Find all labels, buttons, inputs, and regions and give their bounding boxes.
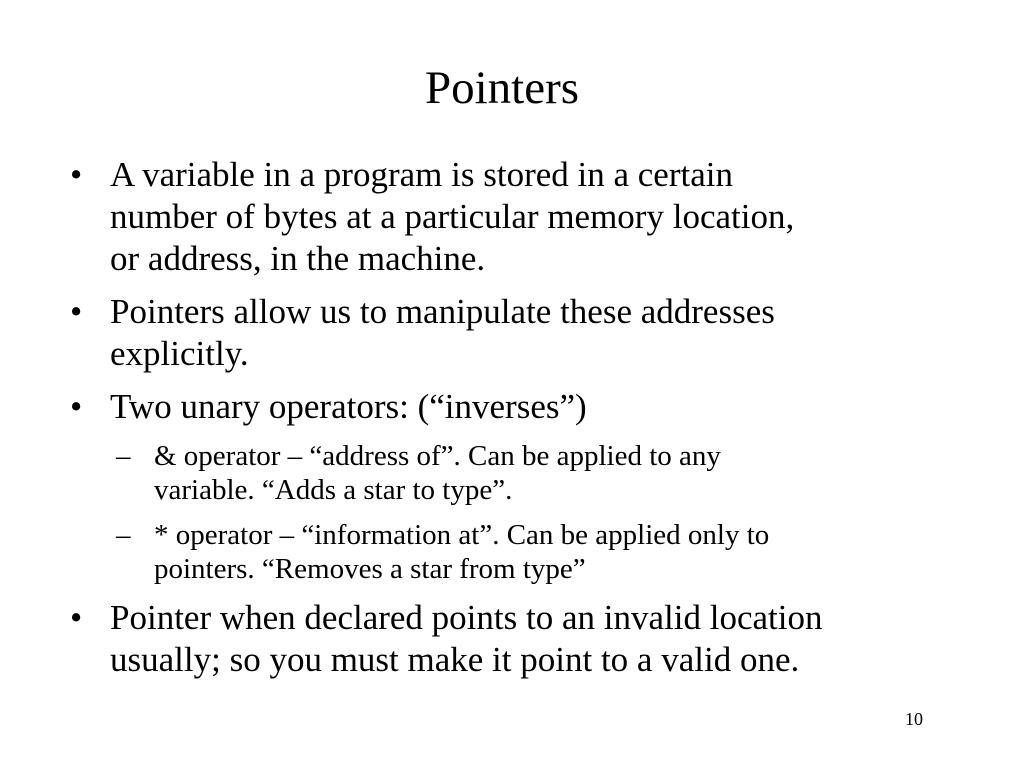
bullet-item bbox=[70, 291, 970, 375]
bullet-line: Pointers allow us to manipulate these addresses bbox=[110, 292, 775, 331]
bullet-marker: • bbox=[70, 292, 83, 331]
bullet-marker: • bbox=[70, 598, 83, 637]
bullet-line: A variable in a program is stored in a certain bbox=[110, 155, 733, 194]
bullet-marker: • bbox=[70, 155, 83, 194]
bullet-line: or address, in the machine. bbox=[110, 239, 486, 278]
sub-bullet-line: pointers. “Removes a star from type” bbox=[154, 553, 586, 585]
bullet-marker: • bbox=[70, 387, 83, 426]
sub-bullet-line: * operator – “information at”. Can be applied only to bbox=[154, 519, 770, 551]
bullet-item bbox=[70, 597, 970, 681]
slide-title: Pointers bbox=[424, 62, 580, 114]
page-number: 10 bbox=[905, 709, 923, 729]
bullet-item bbox=[70, 154, 970, 280]
sub-bullet-list bbox=[116, 439, 970, 586]
sub-bullet-line: & operator – “address of”. Can be applied to any bbox=[154, 440, 721, 472]
sub-bullet-item bbox=[116, 439, 970, 507]
sub-bullet-item bbox=[116, 518, 970, 586]
sub-bullet-line: variable. “Adds a star to type”. bbox=[154, 474, 513, 506]
sub-bullet-marker: – bbox=[116, 519, 131, 551]
bullet-line: number of bytes at a particular memory location, bbox=[110, 197, 795, 236]
bullet-line: explicitly. bbox=[110, 334, 249, 373]
sub-bullet-marker: – bbox=[116, 440, 131, 472]
bullet-item bbox=[70, 386, 970, 428]
bullet-list bbox=[70, 154, 970, 692]
bullet-line: Two unary operators: (“inverses”) bbox=[110, 387, 587, 426]
bullet-line: usually; so you must make it point to a valid one. bbox=[110, 640, 800, 679]
bullet-line: Pointer when declared points to an invalid location bbox=[110, 598, 823, 637]
